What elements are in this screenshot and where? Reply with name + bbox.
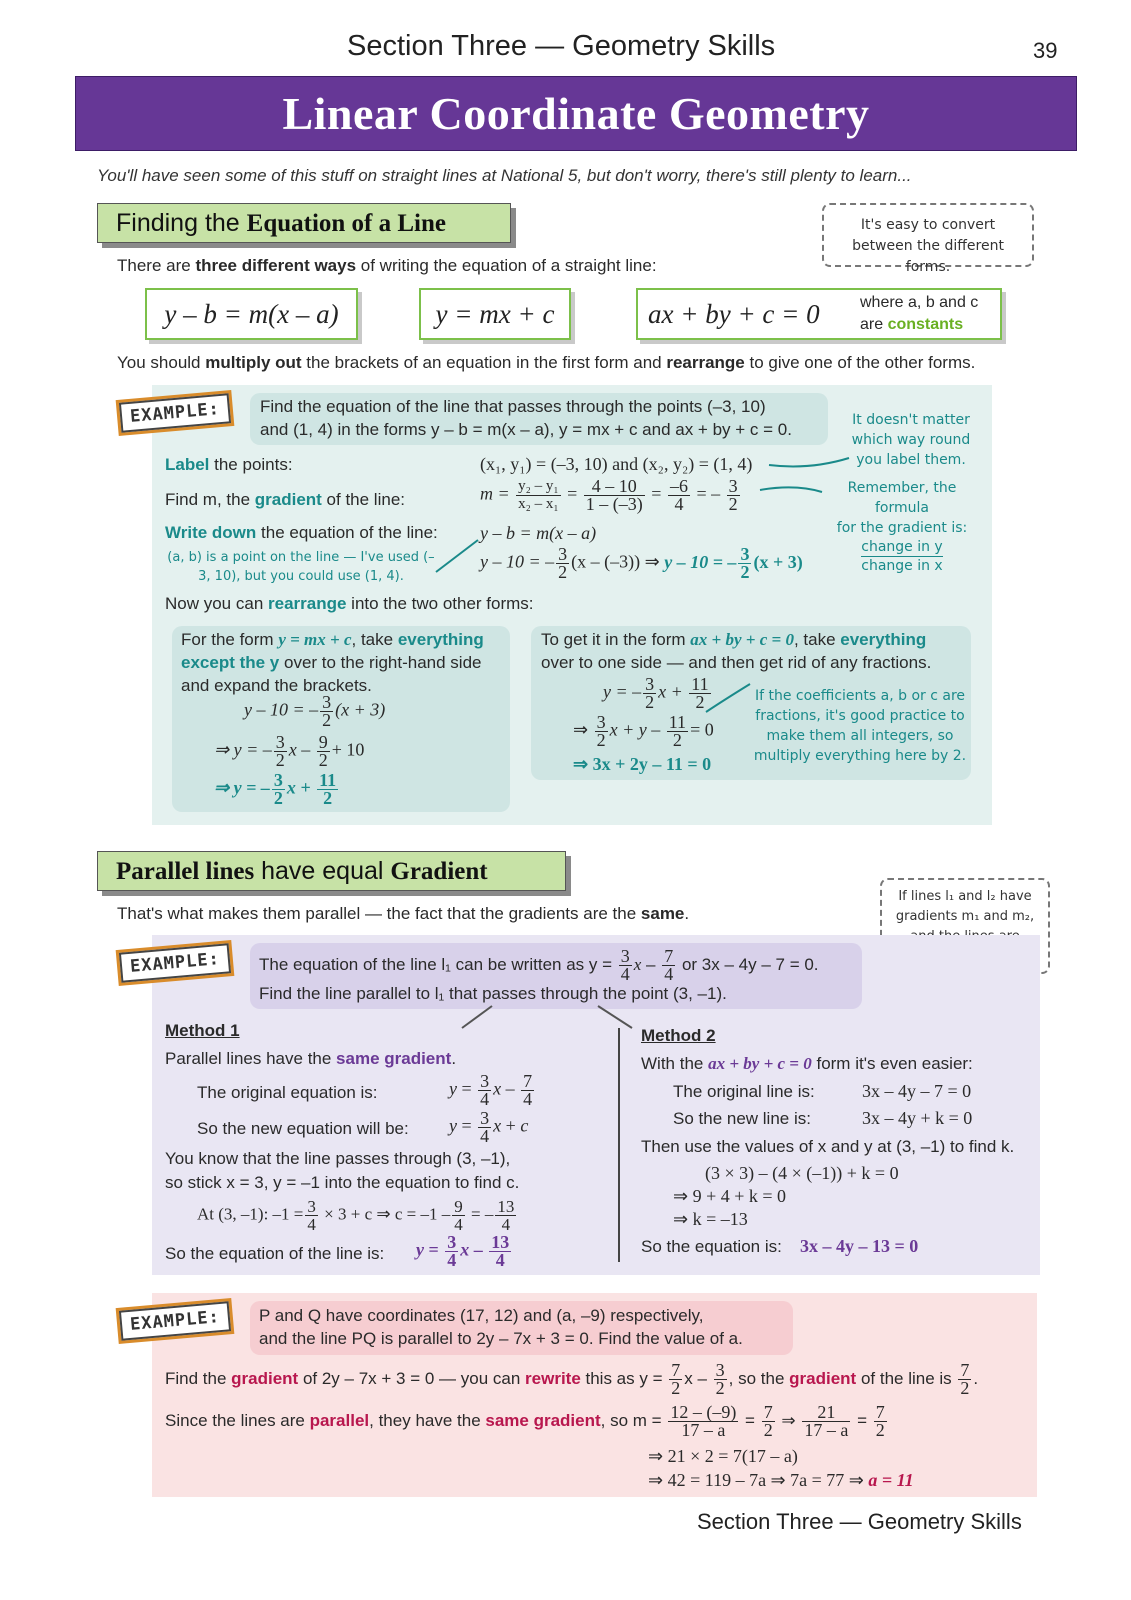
method1-text: You know that the line passes through (3, –1), — [165, 1149, 511, 1168]
step-1: y = – $\frac{3}{2}$ x + $\frac{11}{2}$ — [603, 674, 709, 712]
box-text: except the y over to the right-hand side — [181, 653, 482, 672]
write-substituted: y – 10 = – $\frac{3}{2}$ (x – (–3)) ⇒ y – 10 = – $\frac{3}{2}$ (x + 3) — [480, 544, 803, 582]
parallel-text: That's what makes them parallel — the fact that the gradients are the same. — [117, 904, 690, 923]
side-note-convert: It's easy to convert between the different forms. — [822, 203, 1034, 267]
arrow-method1 — [462, 1006, 492, 1028]
step-1: y – 10 = – $\frac{3}{2}$ (x + 3) — [244, 692, 386, 730]
method2-text: So the equation is: — [641, 1237, 782, 1256]
method2-text: With the ax + by + c = 0 form it's even easier: — [641, 1054, 973, 1073]
method1-title: Method 1 — [165, 1021, 240, 1040]
arrow-label-note — [769, 458, 849, 466]
method2-answer: 3x – 4y – 13 = 0 — [800, 1236, 919, 1256]
box-text: and expand the brackets. — [181, 676, 372, 695]
method1-text: Parallel lines have the same gradient. — [165, 1049, 457, 1068]
example-tag: EXAMPLE: — [119, 1301, 231, 1340]
rearrange-text: Now you can rearrange into the two other forms: — [165, 594, 534, 613]
example-tag: EXAMPLE: — [119, 393, 231, 432]
method2-text: The original line is: — [673, 1082, 815, 1101]
write-step: Write down the equation of the line: — [165, 523, 438, 542]
method1-math: y = $\frac{3}{4}$ x + c — [449, 1108, 529, 1146]
three-ways-text: There are three different ways of writing the equation of a straight line: — [117, 256, 657, 275]
form-general: ax + by + c = 0 where a, b and c are constants — [636, 288, 1002, 340]
page-title: Linear Coordinate Geometry — [282, 88, 870, 139]
method1-math: At (3, –1): –1 = $\frac{3}{4}$ × 3 + c ⇒ c = –1 – $\frac{9}{4}$ = – $\frac{13}{4}$ — [197, 1197, 515, 1234]
question-line: and the line PQ is parallel to 2y – 7x + 3 = 0. Find the value of a. — [259, 1329, 743, 1348]
method1-text: So the new equation will be: — [197, 1119, 409, 1138]
heading-bold: Equation of a Line — [246, 210, 446, 237]
gradient-calc: m = $\frac{\text{y₂ – y₁}}{\text{x₂ – x₁}}$ = $\frac{4 - 10}{1 - (-3)}$ = $\frac{-6}{4}$ = – $\frac{3}{2}$ — [480, 476, 738, 514]
intro-text: You'll have seen some of this stuff on straight lines at National 5, but don't worry, there's still plenty to learn... — [97, 166, 912, 185]
form-point-gradient: y – b = m(x – a) — [145, 288, 358, 340]
label-math: (x₁, y₁) = (–3, 10) and (x₂, y₂) = (1, 4) — [480, 454, 753, 474]
method2-math: (3 × 3) – (4 × (–1)) + k = 0 — [705, 1163, 899, 1183]
running-header: Section Three — Geometry Skills — [347, 30, 776, 62]
question-line: and (1, 4) in the forms y – b = m(x – a), y = mx + c and ax + by + c = 0. — [260, 420, 792, 439]
method2-text: Then use the values of x and y at (3, –1) to find k. — [641, 1137, 1015, 1156]
step-2: ⇒ y = – $\frac{3}{2}$ x – $\frac{9}{2}$ + 10 — [214, 732, 365, 770]
example3-question — [250, 1301, 793, 1355]
section-heading-parallel: Parallel lines have equal Gradient — [97, 851, 566, 891]
example3-step2: Since the lines are parallel, they have the same gradient, so m = $\frac{12 - (-9)}{17 - a}$ = $\frac{7}{2}$ ⇒ $\frac{21}{17 - a}$ = $\frac{7}{2}$ — [165, 1402, 885, 1440]
pointer-arrows — [436, 458, 849, 1028]
example3-step4: ⇒ 42 = 119 – 7a ⇒ 7a = 77 ⇒ a = 11 — [648, 1470, 914, 1490]
question-line: Find the line parallel to l₁ that passes through the point (3, –1). — [259, 984, 727, 1003]
multiply-out-text: You should multiply out the brackets of an equation in the first form and rearrange to give one of the other forms. — [117, 353, 976, 372]
note-integer-coeffs: If the coefficients a, b or c are fractions, it's good practice to make them all integers, so multiply everything here by 2. — [753, 688, 967, 764]
heading-text: Finding the — [116, 209, 247, 237]
constants-note: where a, b and c are constants — [860, 294, 979, 333]
question-line: The equation of the line l₁ can be written as y = $\frac{3}{4}$ x – $\frac{7}{4}$ or 3x – 4y – 7 = 0. — [259, 946, 819, 984]
method2-math: ⇒ 9 + 4 + k = 0 — [673, 1186, 787, 1206]
method1-text: The original equation is: — [197, 1083, 378, 1102]
method1-answer: y = $\frac{3}{4}$ x – $\frac{13}{4}$ — [416, 1232, 510, 1270]
page-number: 39 — [1033, 38, 1058, 63]
question-line: Find the equation of the line that passes through the points (–3, 10) — [260, 397, 766, 416]
step-3: ⇒ 3x + 2y – 11 = 0 — [573, 754, 712, 774]
arrow-coeff-note — [706, 684, 750, 712]
example-tag: EXAMPLE: — [119, 943, 231, 982]
method1-text: so stick x = 3, y = –1 into the equation to find c. — [165, 1173, 520, 1192]
arrow-method2 — [598, 1006, 632, 1028]
running-footer: Section Three — Geometry Skills — [697, 1509, 1022, 1534]
example3-step3: ⇒ 21 × 2 = 7(17 – a) — [648, 1446, 798, 1466]
label-step: Label the points: — [165, 455, 293, 474]
note-point-choice: (a, b) is a point on the line — I've used (–3, 10), but you could use (1, 4). — [167, 550, 435, 584]
form-slope-intercept: y = mx + c — [419, 288, 571, 340]
gradient-step: Find m, the gradient of the line: — [165, 490, 405, 509]
step-3: ⇒ y = – $\frac{3}{2}$ x + $\frac{11}{2}$ — [214, 770, 337, 808]
method1-text: So the equation of the line is: — [165, 1244, 385, 1263]
note-gradient-formula: Remember, the formula for the gradient is: change in y change in x — [836, 480, 968, 574]
arrow-formula-note — [760, 487, 822, 492]
box-text: over to one side — and then get rid of any fractions. — [541, 653, 932, 672]
side-note-parallel: If lines l₁ and l₂ have gradients m₁ and m₂, — [880, 878, 1050, 974]
note-label-order: It doesn't matter which way round you label them. — [851, 412, 971, 468]
example3-step1: Find the gradient of 2y – 7x + 3 = 0 — you can rewrite this as y = $\frac{7}{2}$ x – $\frac{3}{2}$ , so the gradient of the line is $\frac{7}{2}$ . — [165, 1360, 979, 1398]
method2-text: So the new line is: — [673, 1109, 811, 1128]
write-math: y – b = m(x – a) — [480, 523, 597, 543]
box-text: To get it in the form ax + by + c = 0, take everything — [541, 630, 927, 649]
question-line: P and Q have coordinates (17, 12) and (a, –9) respectively, — [259, 1306, 704, 1325]
step-2: ⇒ $\frac{3}{2}$ x + y – $\frac{11}{2}$ = 0 — [573, 712, 714, 750]
method2-math: 3x – 4y + k = 0 — [862, 1108, 973, 1128]
box-text: For the form y = mx + c, take everything — [181, 630, 484, 649]
arrow-point-note — [436, 540, 478, 572]
method1-math: y = $\frac{3}{4}$ x – $\frac{7}{4}$ — [449, 1071, 533, 1109]
method2-math: 3x – 4y – 7 = 0 — [862, 1081, 972, 1101]
method2-math: ⇒ k = –13 — [673, 1209, 748, 1229]
method2-title: Method 2 — [641, 1026, 716, 1045]
